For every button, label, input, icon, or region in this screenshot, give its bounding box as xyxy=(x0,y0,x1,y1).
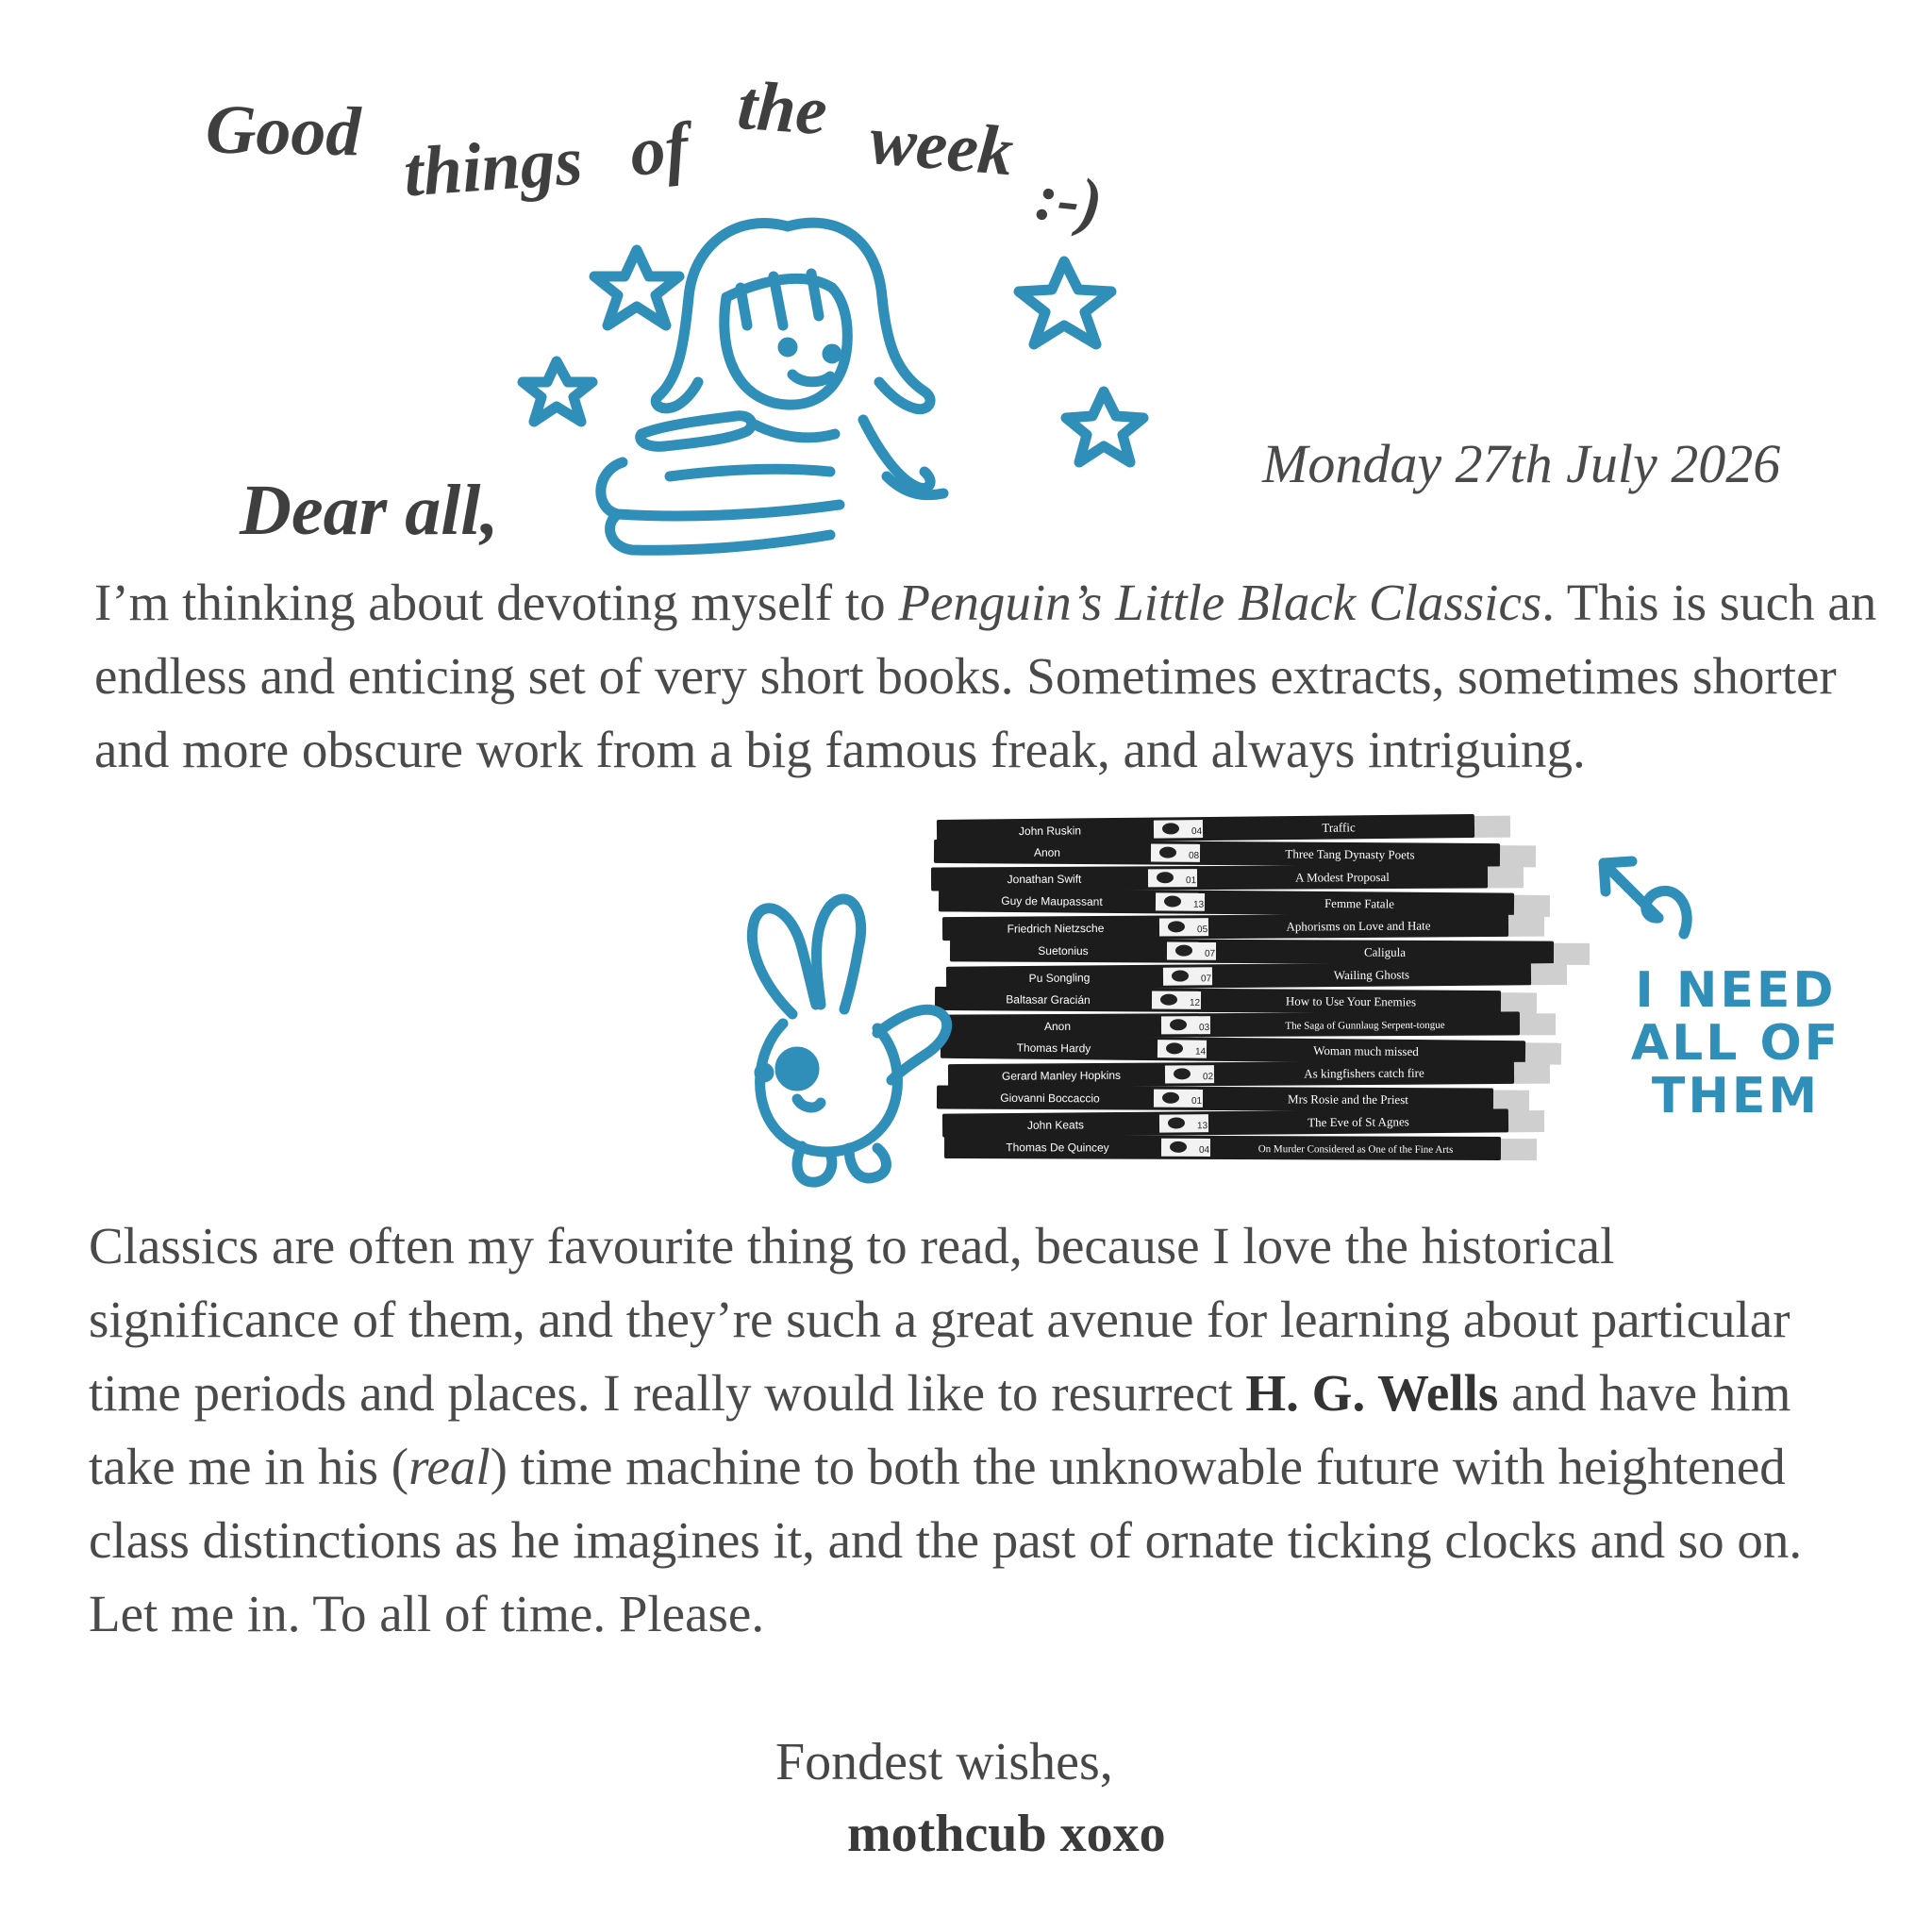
book-spine xyxy=(944,1135,1537,1160)
book-number: 07 xyxy=(1204,948,1216,959)
book-number: 12 xyxy=(1189,997,1201,1008)
book-spine xyxy=(944,1011,1556,1038)
star-icon xyxy=(523,361,592,422)
book-spine xyxy=(942,913,1544,941)
paragraph-intro-text-b: . This is such an endless and enticing set of very short books. Sometimes extracts, sometimes shorter and more obscure work from a big famous freak, and always intriguing. xyxy=(94,574,1877,778)
book-title: Mrs Rosie and the Priest xyxy=(1288,1091,1408,1108)
greeting: Dear all, xyxy=(240,471,499,550)
book-title: On Murder Considered as One of the Fine Arts xyxy=(1257,1143,1454,1156)
book-number: 01 xyxy=(1185,875,1197,887)
star-icon xyxy=(594,250,679,325)
signature: mothcub xoxo xyxy=(847,1805,1166,1863)
book-stack xyxy=(929,813,1590,1191)
star-icon xyxy=(1019,261,1111,344)
title-word-good: Good xyxy=(205,91,362,172)
girl-doodle-icon xyxy=(500,193,1198,561)
author-name: H. G. Wells xyxy=(1245,1364,1499,1422)
book-author: John Keats xyxy=(1026,1118,1085,1132)
paragraph-classics-text-a: Classics are often my favourite thing to read, because I love the historical significance of them, and they’re such a great avenue for learning about particular time periods and places. I really would like to resurrect xyxy=(89,1217,1790,1422)
title-word-things: things xyxy=(401,122,585,212)
book-author: Pu Songling xyxy=(1028,971,1091,985)
book-number: 13 xyxy=(1196,1121,1208,1132)
book-title: As kingfishers catch fire xyxy=(1304,1065,1424,1081)
book-number: 13 xyxy=(1192,899,1205,910)
closing: Fondest wishes, xyxy=(775,1733,1113,1791)
book-spine xyxy=(950,938,1590,965)
note-line-1: I NEED xyxy=(1635,962,1837,1019)
emphasis-real: real xyxy=(408,1438,491,1495)
book-author: Anon xyxy=(1033,845,1061,859)
book-number: 03 xyxy=(1198,1023,1210,1034)
book-author: Anon xyxy=(1043,1019,1072,1034)
book-spine xyxy=(941,1035,1561,1065)
title-word-the: the xyxy=(735,66,830,151)
book-author: Jonathan Swift xyxy=(1007,872,1082,887)
paragraph-intro xyxy=(94,566,1887,787)
note-line-2: ALL OF xyxy=(1630,1015,1841,1072)
paragraph-classics-text-c: ) time machine to both the unknowable future with heightened class distinctions as he imagines it, and the past of ornate ticking clocks and so on. Let me in. To all of time. Please. xyxy=(89,1438,1803,1642)
book-number: 04 xyxy=(1191,826,1203,838)
book-number: 04 xyxy=(1198,1144,1210,1156)
book-spine xyxy=(937,814,1510,843)
book-spine xyxy=(946,961,1567,991)
paragraph-classics-text-b: and have him take me in his ( xyxy=(89,1364,1791,1495)
date-line: Monday 27th July 2026 xyxy=(1262,433,1781,494)
book-title: A Modest Proposal xyxy=(1295,870,1390,885)
book-series-name: Penguin’s Little Black Classics xyxy=(898,574,1542,631)
book-title: Caligula xyxy=(1363,944,1407,959)
paragraph-classics xyxy=(89,1209,1862,1651)
book-title: Wailing Ghosts xyxy=(1333,967,1410,983)
book-title: Traffic xyxy=(1322,820,1356,835)
title-word-of: of xyxy=(625,108,692,192)
star-icon xyxy=(1066,391,1143,462)
book-author: Thomas Hardy xyxy=(1016,1041,1091,1056)
book-spine xyxy=(931,864,1524,891)
book-author: Giovanni Boccaccio xyxy=(1000,1091,1100,1106)
book-title: Aphorisms on Love and Hate xyxy=(1286,918,1431,934)
title-word-week: week xyxy=(866,101,1017,192)
book-author: John Ruskin xyxy=(1018,824,1082,839)
book-author: Baltasar Gracián xyxy=(1006,992,1091,1008)
book-title: How to Use Your Enemies xyxy=(1285,993,1417,1009)
book-spine xyxy=(935,987,1537,1014)
book-author: Thomas De Quincey xyxy=(1006,1141,1109,1155)
book-author: Guy de Maupassant xyxy=(1001,893,1103,908)
note-line-3: THEM xyxy=(1651,1068,1821,1124)
book-spine xyxy=(948,1060,1550,1088)
book-title: The Saga of Gunnlaug Serpent-tongue xyxy=(1285,1019,1445,1032)
book-author: Friedrich Nietzsche xyxy=(1007,921,1105,936)
book-number: 07 xyxy=(1200,974,1212,985)
handwritten-note xyxy=(1613,964,1858,1123)
book-number: 08 xyxy=(1188,850,1200,861)
book-number: 02 xyxy=(1202,1072,1214,1083)
book-spine xyxy=(939,888,1550,917)
book-title: The Eve of St Agnes xyxy=(1307,1114,1409,1130)
book-stack-graphic xyxy=(929,813,1590,1191)
book-author: Suetonius xyxy=(1038,943,1089,958)
book-number: 05 xyxy=(1196,924,1208,936)
book-number: 01 xyxy=(1191,1095,1203,1107)
bunny-doodle-icon xyxy=(726,873,981,1193)
book-author: Gerard Manley Hopkins xyxy=(1001,1068,1122,1083)
book-title: Woman much missed xyxy=(1313,1042,1419,1059)
book-title: Femme Fatale xyxy=(1324,895,1395,911)
curved-arrow-icon xyxy=(1585,844,1707,948)
book-title: Three Tang Dynasty Poets xyxy=(1285,846,1415,862)
title-word-smiley: :-) xyxy=(1032,160,1106,241)
book-spine xyxy=(937,1085,1529,1111)
book-spine xyxy=(934,840,1536,867)
paragraph-intro-text-a: I’m thinking about devoting myself to xyxy=(94,574,899,631)
book-number: 14 xyxy=(1194,1046,1207,1058)
book-spine xyxy=(942,1108,1544,1138)
